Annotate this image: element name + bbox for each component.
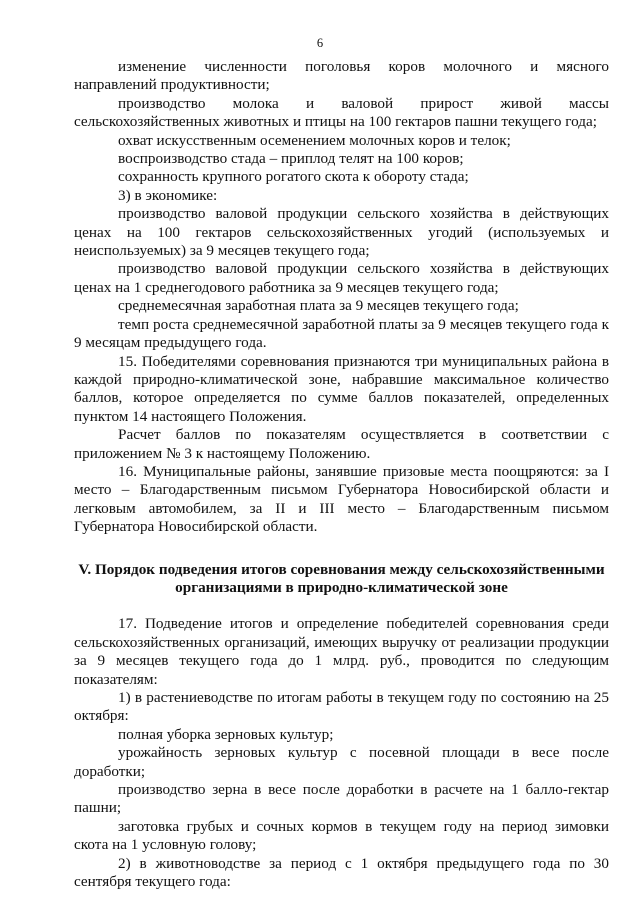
paragraph: производство молока и валовой прирост живой массы сельскохозяйственных животных и птицы на 100 гектаров пашни текущего года; bbox=[74, 94, 609, 131]
paragraph: заготовка грубых и сочных кормов в текущем году на период зимовки скота на 1 условную голову; bbox=[74, 817, 609, 854]
document-body bbox=[74, 58, 609, 891]
paragraph: изменение численности поголовья коров молочного и мясного направлений продуктивности; bbox=[74, 58, 609, 94]
list-heading: 2) в животноводстве за период с 1 октября предыдущего года по 30 сентября текущего года: bbox=[74, 854, 609, 891]
list-heading: 1) в растениеводстве по итогам работы в текущем году по состоянию на 25 октября: bbox=[74, 689, 609, 725]
paragraph: производство валовой продукции сельского хозяйства в действующих ценах на 100 гектаров сельскохозяйственных угодий (используемых и неиспользуемых) за 9 месяцев текущего года; bbox=[74, 205, 609, 260]
paragraph: охват искусственным осеменением молочных коров и телок; bbox=[118, 131, 511, 149]
section-heading-line-1: V. Порядок подведения итогов соревнования между сельскохозяйственными bbox=[78, 560, 605, 578]
clause-16: 16. Муниципальные районы, занявшие призовые места поощряются: за I место – Благодарственным письмом Губернатора Новосибирской области и легковым автомобилем, за II и III место – Благодарственным письмом Губернатора Новосибирской области. bbox=[74, 462, 609, 536]
clause-15: 15. Победителями соревнования признаются три муниципальных района в каждой природно-климатической зоне, набравшие максимальное количество баллов, которое определяется по сумме баллов показателей, определенных пунктом 14 настоящего Положения. bbox=[74, 352, 609, 425]
paragraph: производство валовой продукции сельского хозяйства в действующих ценах на 1 среднегодового работника за 9 месяцев текущего года; bbox=[74, 260, 609, 296]
paragraph: сохранность крупного рогатого скота к обороту стада; bbox=[118, 168, 469, 186]
paragraph: Расчет баллов по показателям осуществляется в соответствии с приложением № 3 к настоящему Положению. bbox=[74, 426, 609, 462]
paragraph: темп роста среднемесячной заработной платы за 9 месяцев текущего года к 9 месяцам предыдущего года. bbox=[74, 315, 609, 352]
paragraph: воспроизводство стада – приплод телят на 100 коров; bbox=[118, 150, 464, 168]
section-heading-line-2: организациями в природно-климатической зоне bbox=[175, 578, 508, 596]
paragraph: производство зерна в весе после доработки в расчете на 1 балло-гектар пашни; bbox=[74, 781, 609, 817]
paragraph: среднемесячная заработная плата за 9 месяцев текущего года; bbox=[118, 297, 519, 315]
page-number: 6 bbox=[316, 36, 324, 50]
section-heading bbox=[74, 561, 609, 598]
list-heading: 3) в экономике: bbox=[118, 186, 218, 204]
clause-17: 17. Подведение итогов и определение победителей соревнования среди сельскохозяйственных организаций, имеющих выручку от реализации продукции за 9 месяцев текущего года до 1 млрд. руб., проводится по следующим показателям: bbox=[74, 615, 609, 688]
paragraph: полная уборка зерновых культур; bbox=[118, 725, 334, 743]
paragraph: урожайность зерновых культур с посевной площади в весе после доработки; bbox=[74, 744, 609, 780]
